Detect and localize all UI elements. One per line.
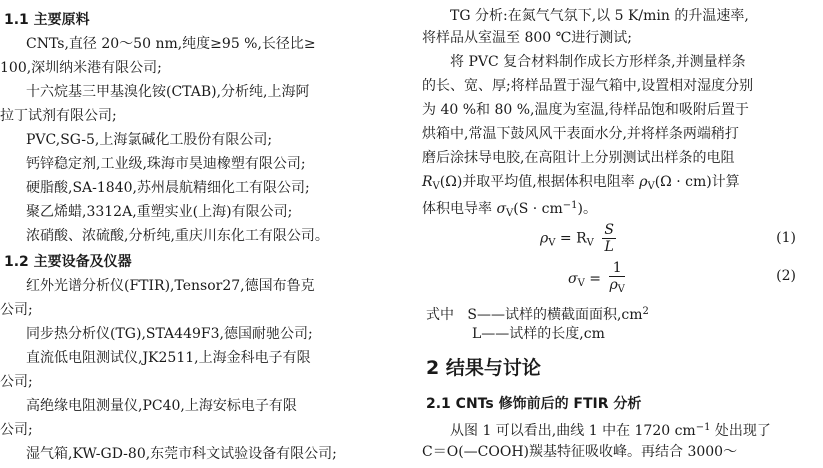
- equation-2: $\sigma_V$ = $\frac{1}{\rho_V}$: [568, 260, 625, 295]
- method-paragraph-line: 为 40 %和 80 %,温度为室温,待样品饱和吸附后置于: [422, 102, 749, 118]
- text-line: 100,深圳纳米港有限公司;: [0, 60, 162, 76]
- method-paragraph-line: 体积电导率 $\sigma_V(S \cdot cm^{-1})$。: [422, 200, 597, 219]
- text-line: 公司;: [0, 374, 33, 390]
- text-line: 公司;: [0, 422, 33, 438]
- text-line: PVC,SG-5,上海氯碱化工股份有限公司;: [26, 132, 273, 148]
- method-paragraph-line: 烘箱中,常温下鼓风风干表面水分,并将样条两端稍打: [422, 126, 739, 142]
- method-paragraph-line: 磨后涂抹导电胶,在高阻计上分别测试出样条的电阻: [422, 150, 735, 166]
- text-line: 十六烷基三甲基溴化铵(CTAB),分析纯,上海阿: [26, 84, 310, 100]
- ftir-paragraph-line: 从图 1 可以看出,曲线 1 中在 1720 $cm^{-1}$ 处出现了: [450, 422, 771, 439]
- section-subheading: 1.1 主要原料: [4, 12, 90, 28]
- tg-paragraph-line: 将样品从室温至 800 ℃进行测试;: [422, 30, 632, 46]
- tg-paragraph-line: TG 分析:在氮气气氛下,以 5 K/min 的升温速率,: [450, 8, 749, 24]
- text-line: 硬脂酸,SA-1840,苏州晨航精细化工有限公司;: [26, 180, 310, 196]
- text-line: 高绝缘电阻测量仪,PC40,上海安标电子有限: [26, 398, 297, 414]
- text-line: 拉丁试剂有限公司;: [0, 108, 117, 124]
- method-paragraph-line: $R_V(\Omega)$并取平均值,根据体积电阻率 $\rho_V(\Omega \cdot cm)$计算: [422, 174, 740, 192]
- text-line: CNTs,直径 20～50 nm,纯度≥95 %,长径比≥: [26, 36, 316, 52]
- text-line: 钙锌稳定剂,工业级,珠海市昊迪橡塑有限公司;: [26, 156, 306, 172]
- text-line: 湿气箱,KW-GD-80,东莞市科文试验设备有限公司;: [26, 446, 337, 462]
- subsection-heading: 2.1 CNTs 修饰前后的 FTIR 分析: [426, 396, 642, 412]
- ftir-paragraph-line: C＝O(—COOH)羰基特征吸收峰。再结合 3000～: [422, 444, 738, 460]
- equation-2-number: (2): [776, 268, 796, 284]
- equation-1-number: (1): [776, 230, 796, 246]
- where-clause-l: L——试样的长度,cm: [472, 326, 605, 342]
- method-paragraph-line: 的长、宽、厚;将样品置于湿气箱中,设置相对湿度分别: [422, 78, 754, 94]
- text-line: 公司;: [0, 302, 33, 318]
- text-line: 同步热分析仪(TG),STA449F3,德国耐驰公司;: [26, 326, 313, 342]
- section-subheading: 1.2 主要设备及仪器: [4, 254, 132, 270]
- text-line: 红外光谱分析仪(FTIR),Tensor27,德国布鲁克: [26, 278, 315, 294]
- section-heading: 2 结果与讨论: [426, 357, 541, 379]
- equation-1: $\rho_V = R_V$ $\frac{S}{L}$: [540, 222, 614, 255]
- text-line: 聚乙烯蜡,3312A,重塑实业(上海)有限公司;: [26, 204, 293, 220]
- text-line: 浓硝酸、浓硫酸,分析纯,重庆川东化工有限公司。: [26, 228, 329, 244]
- where-clause-s: 式中 S——试样的横截面面积$,cm^2$: [426, 306, 649, 323]
- method-paragraph-line: 将 PVC 复合材料制作成长方形样条,并测量样条: [450, 54, 746, 70]
- text-line: 直流低电阻测试仪,JK2511,上海金科电子有限: [26, 350, 311, 366]
